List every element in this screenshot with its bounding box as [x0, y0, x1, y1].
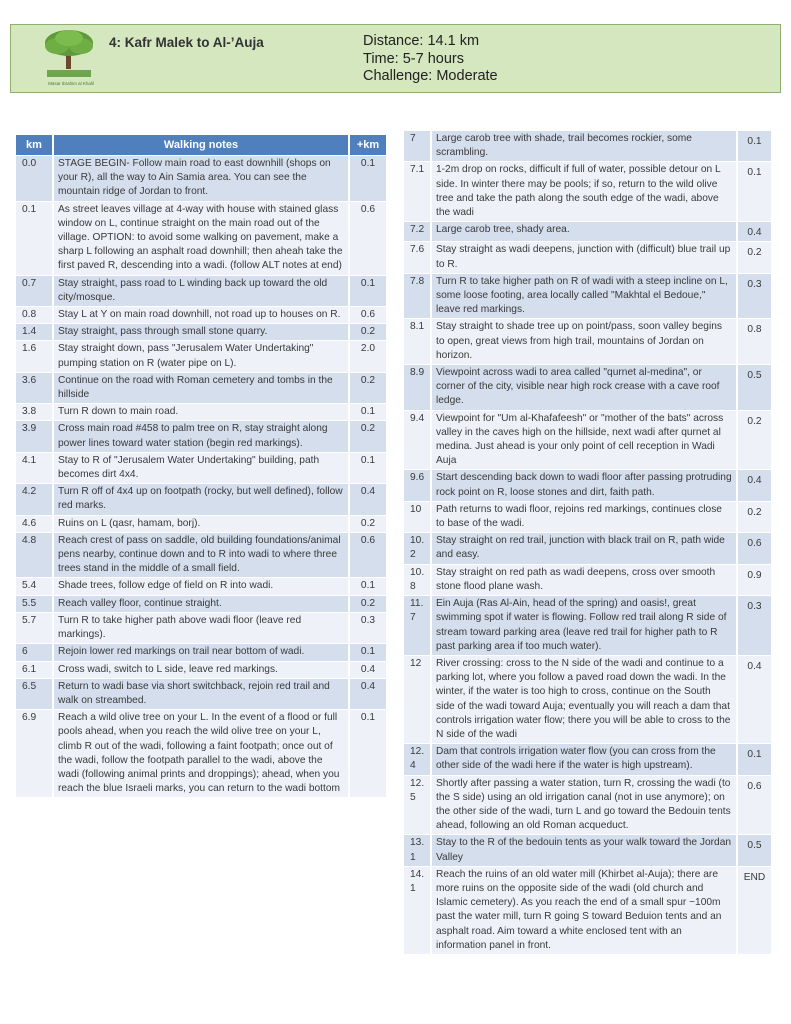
note-cell: Shade trees, follow edge of field on R into wadi.: [54, 578, 350, 594]
table-row: [16, 662, 386, 678]
plus-km-cell: 0.4: [738, 222, 771, 241]
challenge-text: Challenge: Moderate: [363, 68, 498, 84]
plus-km-cell: 0.1: [738, 131, 771, 161]
note-cell: Dam that controls irrigation water flow (you can cross from the other side of the wadi here if the water is high upstream).: [432, 744, 738, 774]
table-row: [404, 533, 771, 563]
table-row: [404, 656, 771, 743]
table-row: [404, 319, 771, 364]
note-cell: Stay to the R of the bedouin tents as your walk toward the Jordan Valley: [432, 835, 738, 865]
km-cell: 1.6: [16, 341, 54, 371]
km-cell: 0.1: [16, 202, 54, 275]
plus-km-cell: 0.4: [738, 656, 771, 743]
km-cell: 10.2: [404, 533, 432, 563]
plus-km-cell: 0.9: [738, 565, 771, 595]
note-cell: 1-2m drop on rocks, difficult if full of water, possible detour on L side. In winter there may be pools; if so, return to the wild olive tree and take the path along the south edge of the wadi, above the wadi: [432, 162, 738, 221]
plus-km-cell: 2.0: [350, 341, 386, 371]
table-row: [16, 453, 386, 483]
km-cell: 0.8: [16, 307, 54, 323]
note-cell: Stay straight, pass through small stone quarry.: [54, 324, 350, 340]
note-cell: Viewpoint across wadi to area called "qurnet al-medina", or corner of the city, visible near high rock crease with a cave roof ledge.: [432, 365, 738, 410]
note-cell: Path returns to wadi floor, rejoins red markings, continues close to base of the wadi.: [432, 502, 738, 532]
table-row: [16, 613, 386, 643]
tree-logo-icon: [33, 27, 105, 89]
km-cell: 0.0: [16, 156, 54, 201]
plus-km-cell: 0.5: [738, 835, 771, 865]
note-cell: Cross wadi, switch to L side, leave red markings.: [54, 662, 350, 678]
km-cell: 9.6: [404, 470, 432, 500]
table-row: [404, 470, 771, 500]
walking-notes-table-left: [16, 134, 386, 798]
note-cell: Turn R to take higher path on R of wadi with a steep incline on L, some loose footing, area locally called "Makhtal el Bedoue," leave red markings.: [432, 274, 738, 319]
km-cell: 4.8: [16, 533, 54, 578]
plus-km-cell: 0.1: [350, 156, 386, 201]
note-cell: STAGE BEGIN- Follow main road to east downhill (shops on your R), all the way to Ain Samia area. You can see the mountain ridge of Jordan to front.: [54, 156, 350, 201]
plus-km-cell: 0.3: [738, 274, 771, 319]
km-cell: 10.8: [404, 565, 432, 595]
note-cell: Reach valley floor, continue straight.: [54, 596, 350, 612]
km-cell: 5.7: [16, 613, 54, 643]
km-cell: 11.7: [404, 596, 432, 655]
logo-subtext: Masar Ibrahim al Khalil: [48, 81, 94, 86]
plus-km-header: +km: [350, 135, 386, 155]
note-cell: Return to wadi base via short switchback, rejoin red trail and walk on streambed.: [54, 679, 350, 709]
km-cell: 6: [16, 644, 54, 660]
km-cell: 12.4: [404, 744, 432, 774]
table-row: [16, 516, 386, 532]
table-row: [16, 307, 386, 323]
note-cell: Reach a wild olive tree on your L. In the event of a flood or full pools ahead, when you reach the wild olive tree on your L, climb R out of the wadi, following a faint footpath; once out of the wadi, follow the footpath parallel to the wadi, above the wadi (following animal prints and droppings); ahead, when you reach the blue Israeli marks, you can return to the wadi bottom: [54, 710, 350, 797]
km-cell: 3.9: [16, 421, 54, 451]
plus-km-cell: 0.4: [350, 679, 386, 709]
table-row: [16, 202, 386, 275]
plus-km-cell: 0.6: [350, 533, 386, 578]
plus-km-cell: 0.2: [350, 421, 386, 451]
note-cell: Continue on the road with Roman cemetery and tombs in the hillside: [54, 373, 350, 403]
table-row: [16, 710, 386, 797]
note-cell: Viewpoint for "Um al-Khafafeesh" or "mother of the bats" across valley in the caves high on the hillside, next wadi after qurnet al medina. Just ahead is your only point of cell reception in Wadi Auja: [432, 411, 738, 470]
table-row: [16, 679, 386, 709]
km-cell: 4.2: [16, 484, 54, 514]
note-cell: Large carob tree, shady area.: [432, 222, 738, 241]
table-row: [16, 578, 386, 594]
plus-km-cell: 0.1: [738, 162, 771, 221]
note-cell: Reach the ruins of an old water mill (Khirbet al-Auja); there are more ruins on the opposite side of the wadi (old church and Islamic cemetery). As you reach the end of a small spur ~100m past the water mill, turn R going S toward Beduion tents and an asphalt road. Aim toward a white enclosed tent with an information panel in front.: [432, 867, 738, 954]
plus-km-cell: 0.1: [738, 744, 771, 774]
plus-km-cell: 0.4: [738, 470, 771, 500]
table-row: [16, 644, 386, 660]
plus-km-cell: 0.6: [738, 533, 771, 563]
table-row: [16, 421, 386, 451]
km-cell: 8.1: [404, 319, 432, 364]
km-cell: 10: [404, 502, 432, 532]
note-cell: Turn R to take higher path above wadi floor (leave red markings).: [54, 613, 350, 643]
km-cell: 12.5: [404, 776, 432, 835]
plus-km-cell: 0.8: [738, 319, 771, 364]
km-cell: 0.7: [16, 276, 54, 306]
table-row: [16, 156, 386, 201]
km-cell: 14.1: [404, 867, 432, 954]
time-text: Time: 5-7 hours: [363, 50, 464, 67]
table-row: [404, 596, 771, 655]
km-cell: 7.2: [404, 222, 432, 241]
table-row: [404, 867, 771, 954]
note-cell: Stay L at Y on main road downhill, not road up to houses on R.: [54, 307, 350, 323]
note-cell: Stay straight to shade tree up on point/pass, soon valley begins to open, great views from high trail, mountains of Jordan on horizon.: [432, 319, 738, 364]
table-row: [16, 596, 386, 612]
note-cell: Turn R down to main road.: [54, 404, 350, 420]
km-cell: 3.6: [16, 373, 54, 403]
table-header-row: [16, 135, 386, 155]
table-row: [16, 404, 386, 420]
km-cell: 12: [404, 656, 432, 743]
table-row: [404, 502, 771, 532]
table-row: [16, 276, 386, 306]
table-row: [16, 533, 386, 578]
plus-km-cell: 0.2: [350, 596, 386, 612]
note-cell: Large carob tree with shade, trail becomes rockier, some scrambling.: [432, 131, 738, 161]
km-cell: 7.1: [404, 162, 432, 221]
note-cell: Shortly after passing a water station, turn R, crossing the wadi (to the S side) using an old irrigation canal (not in use anymore); on the other side of the wadi, turn L and go toward the Bedouin tents ahead, following an old Roman acqueduct.: [432, 776, 738, 835]
note-cell: Stay straight, pass road to L winding back up toward the old city/mosque.: [54, 276, 350, 306]
note-cell: Stay straight down, pass "Jerusalem Water Undertaking" pumping station on R (water pipe on L).: [54, 341, 350, 371]
plus-km-cell: 0.2: [738, 411, 771, 470]
table-row: [404, 744, 771, 774]
table-row: [404, 274, 771, 319]
km-cell: 5.4: [16, 578, 54, 594]
plus-km-cell: 0.6: [738, 776, 771, 835]
km-cell: 7.8: [404, 274, 432, 319]
note-cell: River crossing: cross to the N side of the wadi and continue to a parking lot, where you follow a paved road down the wadi. In the winter, if the water is too high to cross, continue on the South side of the wadi toward Auja; eventually you will reach a dam that controls irrigation water flow; there you will be able to cross to the N side of the wadi: [432, 656, 738, 743]
km-cell: 8.9: [404, 365, 432, 410]
table-row: [16, 484, 386, 514]
plus-km-cell: 0.2: [350, 373, 386, 403]
plus-km-cell: 0.1: [350, 710, 386, 797]
plus-km-cell: 0.2: [350, 324, 386, 340]
note-cell: Reach crest of pass on saddle, old building foundations/animal pens nearby, continue down and to R into wadi to where three trees stand in the middle of a small field.: [54, 533, 350, 578]
stage-header: [10, 24, 781, 93]
note-cell: Ruins on L (qasr, hamam, borj).: [54, 516, 350, 532]
km-cell: 6.9: [16, 710, 54, 797]
plus-km-cell: 0.6: [350, 307, 386, 323]
plus-km-cell: 0.6: [350, 202, 386, 275]
plus-km-cell: 0.2: [738, 242, 771, 272]
note-cell: Stay straight as wadi deepens, junction with (difficult) blue trail up to R.: [432, 242, 738, 272]
note-cell: Stay to R of "Jerusalem Water Undertaking" building, path becomes dirt 4x4.: [54, 453, 350, 483]
table-row: [16, 324, 386, 340]
plus-km-cell: 0.2: [738, 502, 771, 532]
table-row: [404, 242, 771, 272]
table-row: [404, 411, 771, 470]
table-row: [404, 835, 771, 865]
note-cell: Turn R off of 4x4 up on footpath (rocky, but well defined), follow red marks.: [54, 484, 350, 514]
km-cell: 3.8: [16, 404, 54, 420]
table-row: [404, 131, 771, 161]
plus-km-cell: 0.1: [350, 578, 386, 594]
km-cell: 13.1: [404, 835, 432, 865]
walking-notes-table-right: [404, 130, 771, 955]
km-cell: 4.1: [16, 453, 54, 483]
note-cell: Stay straight on red path as wadi deepens, cross over smooth stone flood plane wash.: [432, 565, 738, 595]
note-cell: As street leaves village at 4-way with house with stained glass window on L, continue straight on the main road out of the village. OPTION: to avoid some walking on pavement, make a sharp L following an asphalt road downhill; then aheah take the first paved R, descending into a wadi. (follow ALT notes at end): [54, 202, 350, 275]
note-cell: Ein Auja (Ras Al-Ain, head of the spring) and oasis!, great swimming spot if water is flowing. Follow red trail along R side of stream toward parking area (leave red trail for higher path to R past parking area if too much water).: [432, 596, 738, 655]
plus-km-cell: 0.4: [350, 484, 386, 514]
stage-title: 4: Kafr Malek to Al-’Auja: [109, 35, 264, 50]
km-cell: 7: [404, 131, 432, 161]
plus-km-cell: 0.1: [350, 276, 386, 306]
km-cell: 1.4: [16, 324, 54, 340]
logo: [33, 27, 105, 89]
table-row: [404, 222, 771, 241]
note-cell: Cross main road #458 to palm tree on R, stay straight along power lines toward water station (begin red markings).: [54, 421, 350, 451]
table-row: [404, 776, 771, 835]
km-cell: 6.1: [16, 662, 54, 678]
plus-km-cell: 0.1: [350, 644, 386, 660]
plus-km-cell: END: [738, 867, 771, 954]
note-cell: Stay straight on red trail, junction with black trail on R, path wide and easy.: [432, 533, 738, 563]
plus-km-cell: 0.3: [350, 613, 386, 643]
table-row: [404, 162, 771, 221]
table-row: [404, 565, 771, 595]
distance-text: Distance: 14.1 km: [363, 33, 480, 49]
table-row: [404, 365, 771, 410]
km-header: km: [16, 135, 54, 155]
plus-km-cell: 0.4: [350, 662, 386, 678]
note-cell: Start descending back down to wadi floor after passing protruding rock point on R, loose stones and dirt, faith path.: [432, 470, 738, 500]
plus-km-cell: 0.1: [350, 404, 386, 420]
km-cell: 7.6: [404, 242, 432, 272]
note-cell: Rejoin lower red markings on trail near bottom of wadi.: [54, 644, 350, 660]
km-cell: 6.5: [16, 679, 54, 709]
table-row: [16, 341, 386, 371]
plus-km-cell: 0.3: [738, 596, 771, 655]
table-row: [16, 373, 386, 403]
walking-notes-header: Walking notes: [54, 135, 350, 155]
km-cell: 9.4: [404, 411, 432, 470]
stage-info: [363, 33, 498, 86]
km-cell: 4.6: [16, 516, 54, 532]
plus-km-cell: 0.5: [738, 365, 771, 410]
plus-km-cell: 0.2: [350, 516, 386, 532]
plus-km-cell: 0.1: [350, 453, 386, 483]
km-cell: 5.5: [16, 596, 54, 612]
